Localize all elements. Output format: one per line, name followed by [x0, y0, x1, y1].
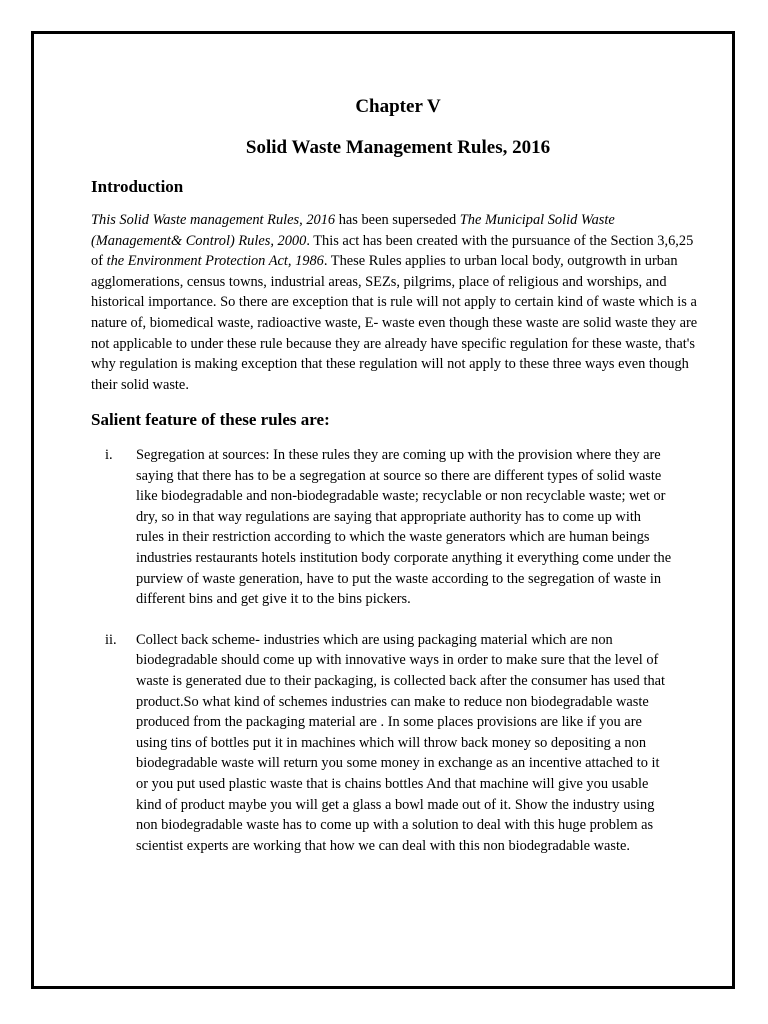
intro-text-part: . These Rules applies to urban local body, outgrowth in urban agglomerations, census towns, industrial areas, SEZs, pilgrims, place of religious and worships, and historical importance. So there are exception that is rule will not apply to certain kind of waste which is a nature of, biomedical waste, radioactive waste, E- waste even though these waste are solid waste they are not applicable to under these rule because they are already have specific regulation for these waste, that's why regulation is making exception that these regulation will not apply to these three ways even though their solid waste. — [91, 253, 698, 393]
intro-text-part: . This act has been created with the pursuance of the Section 3,6,25 of — [91, 232, 694, 270]
intro-act-name: the Environment Protection Act, 1986 — [106, 253, 324, 270]
introduction-paragraph — [91, 210, 705, 395]
list-item-text: Collect back scheme- industries which are using packaging material which are non biodegradable should come up with innovative ways in order to make sure that the level of waste is generated due to their packaging, is collected back after the consumer has used that product.So what kind of schemes industries can make to reduce non biodegradable waste produced from the packaging material are . In some places provisions are like if you are using tins of bottles put it in machines which will throw back money so depositing a non biodegradable waste will return you some money in exchange as an incentive attached to it or you put used plastic waste that is chains bottles And that machine will give you usable kind of product maybe you will get a glass a bowl made out of it. Show the industry using non biodegradable waste has to come up with a solution to deal with this huge problem as scientist experts are working that how we can deal with this non biodegradable waste. — [136, 631, 666, 854]
page-frame — [31, 31, 735, 989]
list-item-marker: i. — [105, 447, 113, 463]
salient-features-list — [91, 445, 705, 856]
list-item — [91, 630, 705, 857]
intro-rules-title: This Solid Waste management Rules, 2016 — [91, 212, 336, 228]
introduction-heading: Introduction — [91, 177, 184, 196]
list-item-text: Segregation at sources: In these rules they are coming up with the provision where they are saying that there has to be a segregation at source so there are different types of solid waste like biodegradable and non-biodegradable waste; recyclable or non recyclable waste; wet or dry, so in that way regulations are saying that appropriate authority has to come up with rules in their restriction according to which the waste generators which are human beings industries restaurants hotels institution body corporate anything it everything come under the purview of waste generation, have to put the waste according to the segregation of waste in different bins and get give it to the bins pickers. — [136, 447, 672, 608]
list-item-marker: ii. — [105, 631, 117, 648]
list-item — [91, 445, 705, 610]
chapter-heading: Chapter V — [355, 96, 441, 117]
salient-features-heading: Salient feature of these rules are: — [91, 410, 330, 429]
intro-superseded-rules: The Municipal Solid Waste (Management& Control) Rules, 2000 — [91, 212, 615, 249]
document-title: Solid Waste Management Rules, 2016 — [245, 137, 551, 158]
intro-text-part: has been superseded — [335, 212, 460, 228]
